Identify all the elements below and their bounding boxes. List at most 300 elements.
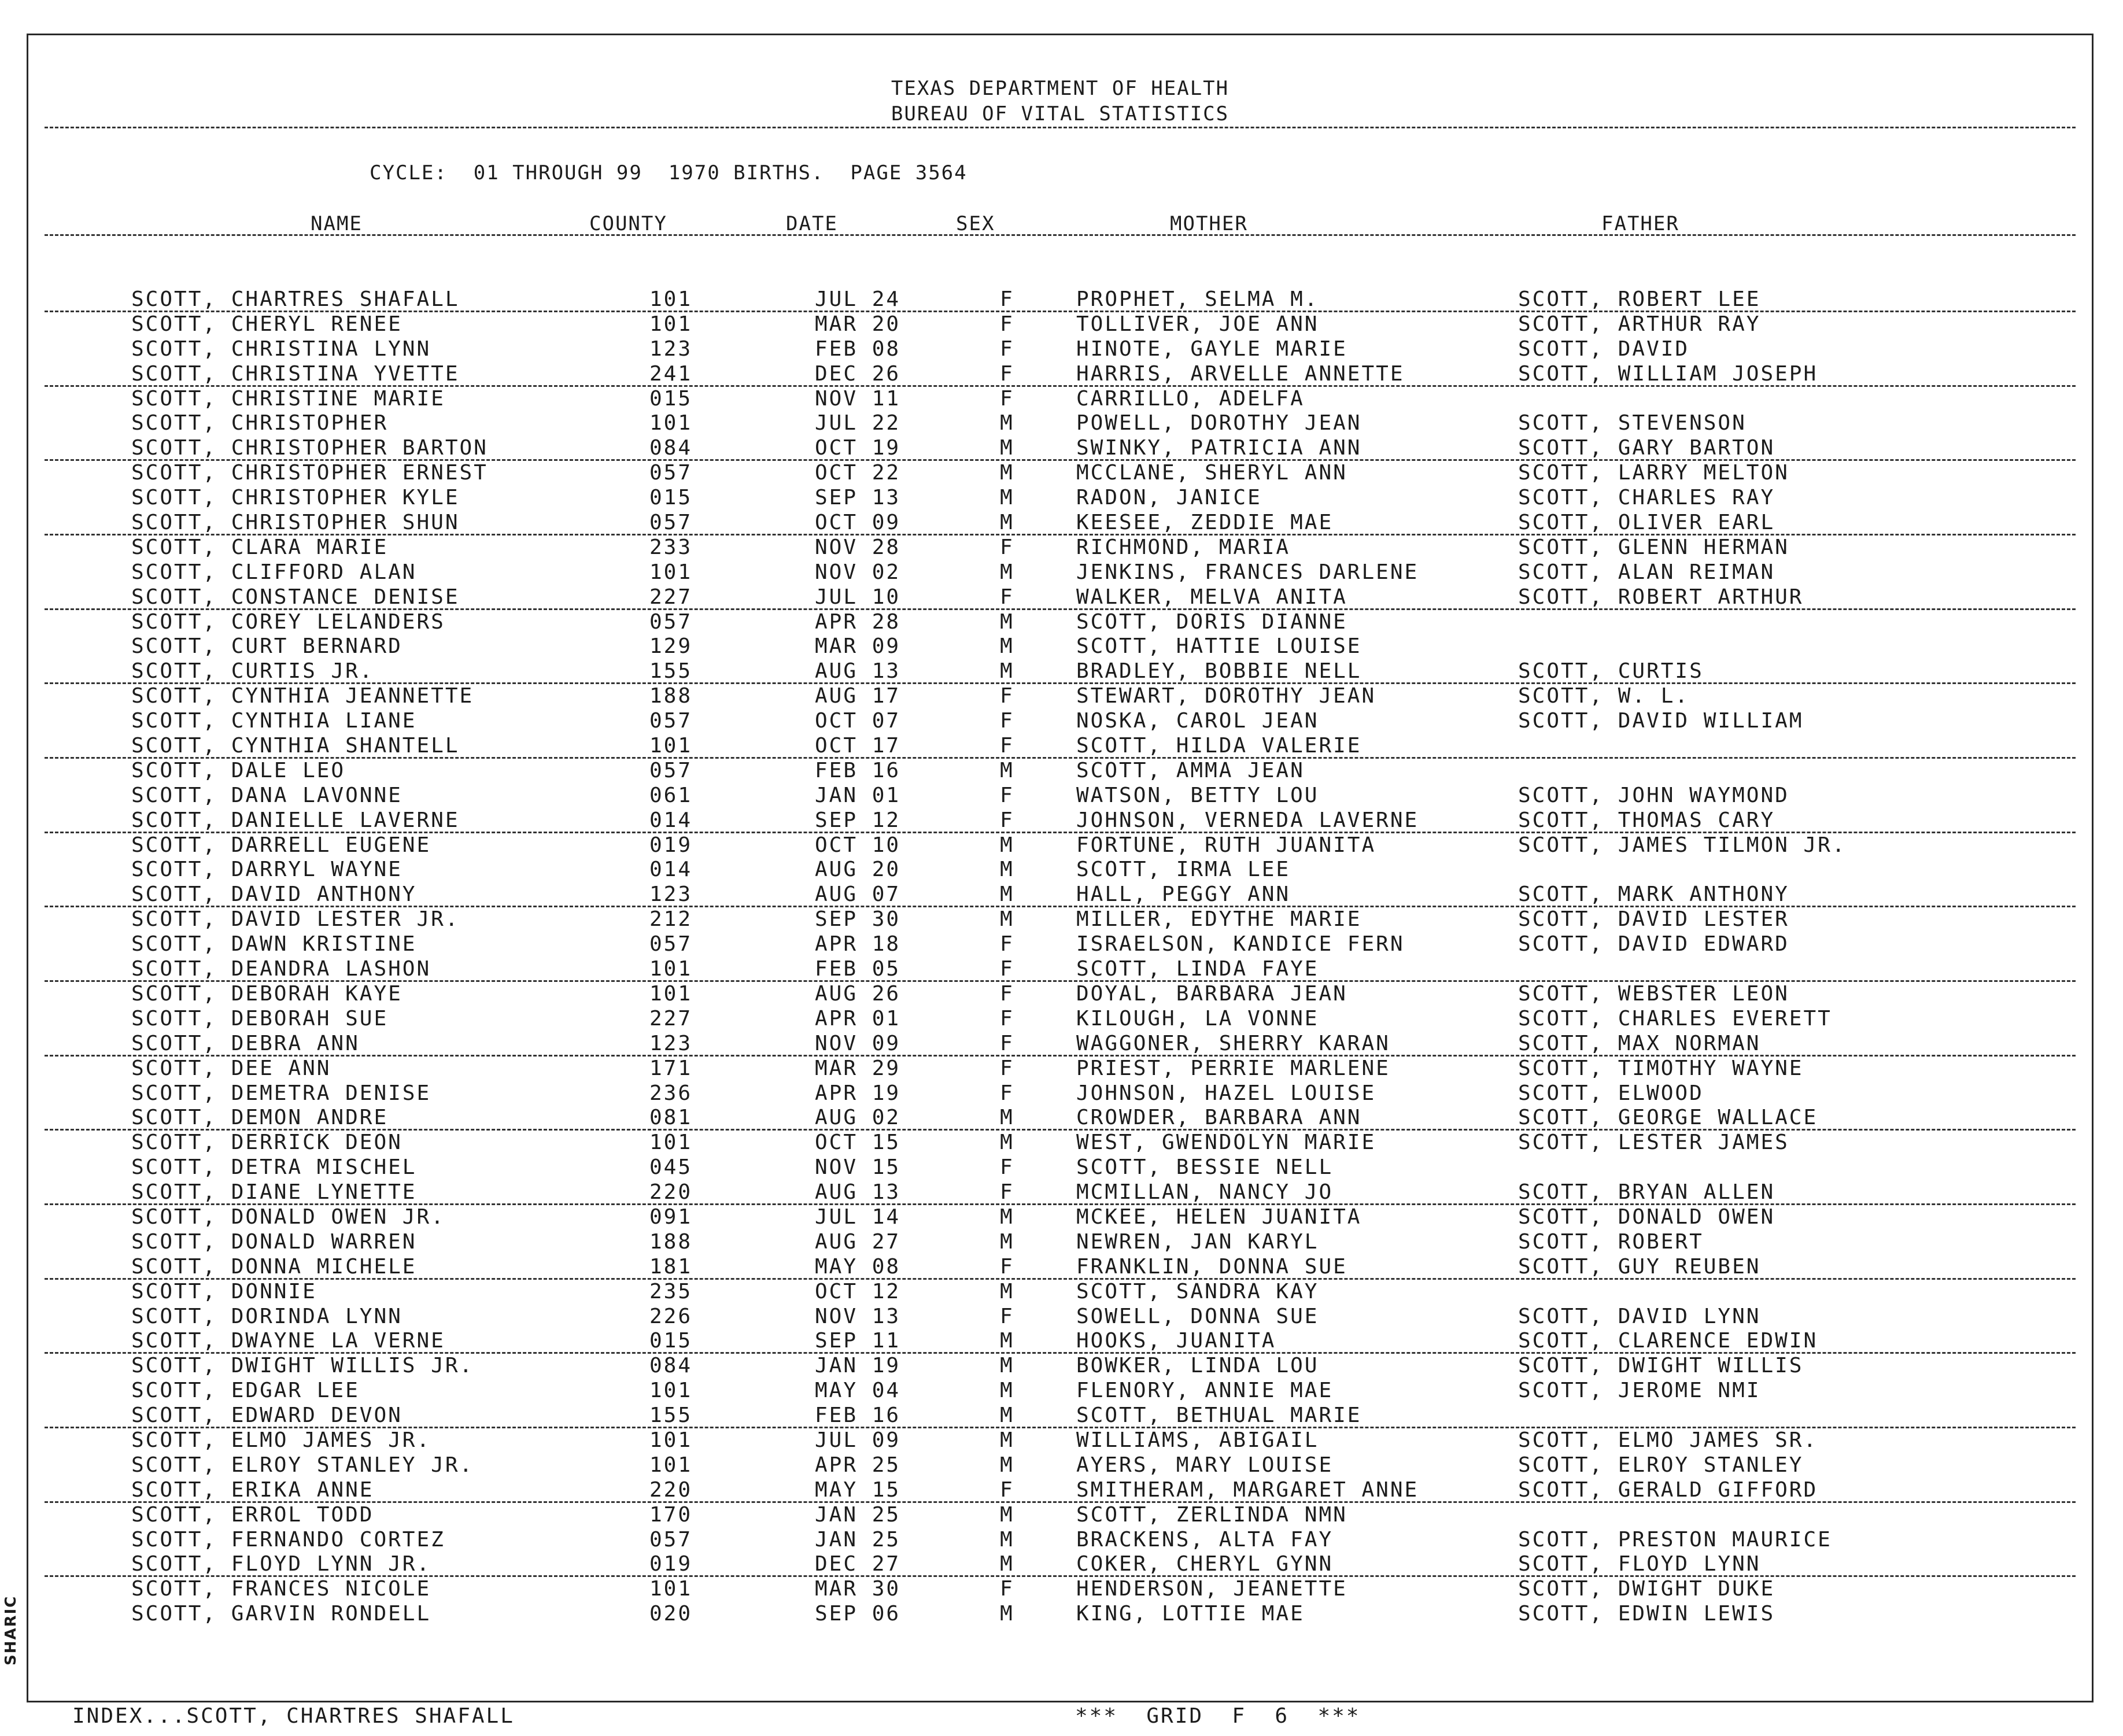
cell-mother: CARRILLO, ADELFA (1076, 386, 1305, 411)
cell-county: 015 (649, 1329, 693, 1353)
cell-mother: SCOTT, BETHUAL MARIE (1076, 1403, 1362, 1428)
cell-date: AUG 13 (815, 659, 901, 684)
cell-name: SCOTT, DONNIE (131, 1279, 317, 1303)
cell-date: OCT 17 (815, 734, 901, 758)
footer-grid-label: *** GRID F 6 *** (1075, 1704, 1361, 1728)
cell-county: 101 (649, 411, 693, 435)
agency-title: TEXAS DEPARTMENT OF HEALTH (891, 77, 1230, 100)
cell-name: SCOTT, FRANCES NICOLE (131, 1577, 431, 1601)
cell-sex: F (1000, 585, 1014, 609)
cell-father: SCOTT, GEORGE WALLACE (1518, 1106, 1818, 1130)
cell-date: SEP 11 (815, 1329, 901, 1353)
cell-county: 188 (649, 684, 693, 708)
cell-father: SCOTT, CURTIS (1518, 659, 1704, 684)
cell-sex: M (1000, 1453, 1014, 1477)
cell-mother: RICHMOND, MARIA (1076, 535, 1291, 559)
cell-father: SCOTT, LESTER JAMES (1518, 1131, 1789, 1155)
cell-date: JAN 25 (815, 1527, 901, 1552)
cell-mother: MCMILLAN, NANCY JO (1076, 1180, 1334, 1205)
cell-father: SCOTT, ROBERT LEE (1518, 287, 1761, 311)
cell-mother: FLENORY, ANNIE MAE (1076, 1379, 1334, 1403)
cell-date: OCT 19 (815, 436, 901, 460)
cell-county: 220 (649, 1478, 693, 1502)
cell-father: SCOTT, GLENN HERMAN (1518, 535, 1789, 559)
cell-mother: MILLER, EDYTHE MARIE (1076, 907, 1362, 932)
cell-sex: M (1000, 907, 1014, 932)
cell-father: SCOTT, TIMOTHY WAYNE (1518, 1056, 1804, 1080)
cell-sex: M (1000, 882, 1014, 907)
table-row (28, 907, 2092, 932)
cell-name: SCOTT, DWIGHT WILLIS JR. (131, 1354, 474, 1378)
cell-date: SEP 30 (815, 907, 901, 932)
cell-date: AUG 17 (815, 684, 901, 708)
cell-father: SCOTT, FLOYD LYNN (1518, 1552, 1761, 1576)
cell-name: SCOTT, CHRISTINE MARIE (131, 386, 445, 411)
cell-name: SCOTT, DORINDA LYNN (131, 1304, 403, 1328)
cell-mother: HENDERSON, JEANETTE (1076, 1577, 1347, 1601)
cell-father: SCOTT, W. L. (1518, 684, 1690, 708)
cell-mother: ISRAELSON, KANDICE FERN (1076, 932, 1405, 956)
cell-sex: M (1000, 1131, 1014, 1155)
cell-sex: M (1000, 634, 1014, 659)
cell-father: SCOTT, DAVID LESTER (1518, 907, 1789, 932)
cell-name: SCOTT, DIANE LYNETTE (131, 1180, 417, 1205)
cell-mother: JENKINS, FRANCES DARLENE (1076, 560, 1419, 584)
cell-county: 181 (649, 1254, 693, 1279)
cell-county: 241 (649, 361, 693, 386)
cell-mother: SMITHERAM, MARGARET ANNE (1076, 1478, 1419, 1502)
cell-mother: HOOKS, JUANITA (1076, 1329, 1276, 1353)
cell-date: FEB 05 (815, 957, 901, 981)
cell-mother: COKER, CHERYL GYNN (1076, 1552, 1334, 1576)
cell-county: 014 (649, 808, 693, 832)
cell-name: SCOTT, DALE LEO (131, 758, 346, 782)
cell-sex: M (1000, 833, 1014, 857)
cell-name: SCOTT, FERNANDO CORTEZ (131, 1527, 445, 1552)
bureau-title: BUREAU OF VITAL STATISTICS (891, 102, 1230, 125)
table-row (28, 1057, 2092, 1081)
cell-name: SCOTT, DEBORAH SUE (131, 1006, 389, 1030)
cell-name: SCOTT, DONNA MICHELE (131, 1254, 417, 1279)
footer-index: INDEX...SCOTT, CHARTRES SHAFALL (72, 1704, 515, 1728)
cell-county: 101 (649, 1131, 693, 1155)
cell-mother: POWELL, DOROTHY JEAN (1076, 411, 1362, 435)
cell-father: SCOTT, DAVID EDWARD (1518, 932, 1789, 956)
table-row (45, 511, 2076, 535)
cell-date: JUL 24 (815, 287, 901, 311)
cell-father: SCOTT, CHARLES RAY (1518, 486, 1775, 510)
cell-sex: F (1000, 1081, 1014, 1105)
cell-mother: JOHNSON, HAZEL LOUISE (1076, 1081, 1376, 1105)
cell-date: NOV 15 (815, 1155, 901, 1180)
cell-sex: F (1000, 1478, 1014, 1502)
cell-county: 101 (649, 312, 693, 336)
cell-name: SCOTT, CYNTHIA SHANTELL (131, 734, 460, 758)
cell-name: SCOTT, DAVID LESTER JR. (131, 907, 460, 932)
cell-sex: M (1000, 461, 1014, 485)
cell-name: SCOTT, CYNTHIA JEANNETTE (131, 684, 474, 708)
cell-father: SCOTT, JAMES TILMON JR. (1518, 833, 1847, 857)
cell-sex: F (1000, 734, 1014, 758)
cell-sex: F (1000, 1577, 1014, 1601)
cell-county: 227 (649, 1006, 693, 1030)
cell-name: SCOTT, ERIKA ANNE (131, 1478, 374, 1502)
cell-county: 020 (649, 1602, 693, 1626)
cell-mother: CROWDER, BARBARA ANN (1076, 1106, 1362, 1130)
cell-sex: F (1000, 361, 1014, 386)
cell-county: 101 (649, 957, 693, 981)
cell-county: 123 (649, 1031, 693, 1055)
cell-county: 170 (649, 1502, 693, 1527)
cell-sex: M (1000, 1279, 1014, 1303)
cell-mother: MCKEE, HELEN JUANITA (1076, 1205, 1362, 1229)
cell-sex: F (1000, 312, 1014, 336)
cell-sex: M (1000, 1354, 1014, 1378)
cell-sex: F (1000, 808, 1014, 832)
cell-name: SCOTT, DONALD OWEN JR. (131, 1205, 445, 1229)
cell-mother: SCOTT, DORIS DIANNE (1076, 610, 1347, 634)
cell-county: 129 (649, 634, 693, 659)
table-row (28, 634, 2092, 659)
cell-date: AUG 13 (815, 1180, 901, 1205)
cycle-line: CYCLE: 01 THROUGH 99 1970 BIRTHS. PAGE 3564 (370, 161, 968, 184)
table-row (45, 1032, 2076, 1057)
cell-name: SCOTT, CHRISTOPHER ERNEST (131, 461, 488, 485)
cell-name: SCOTT, DARRYL WAYNE (131, 858, 403, 882)
cell-county: 057 (649, 511, 693, 535)
cell-county: 061 (649, 783, 693, 807)
table-row (28, 932, 2092, 957)
cell-date: JAN 19 (815, 1354, 901, 1378)
cell-father: SCOTT, THOMAS CARY (1518, 808, 1775, 832)
cell-date: OCT 22 (815, 461, 901, 485)
cell-sex: M (1000, 411, 1014, 435)
cell-name: SCOTT, DERRICK DEON (131, 1131, 403, 1155)
cell-date: NOV 13 (815, 1304, 901, 1328)
cell-name: SCOTT, DEANDRA LASHON (131, 957, 431, 981)
cell-name: SCOTT, FLOYD LYNN JR. (131, 1552, 431, 1576)
table-row (45, 436, 2076, 461)
cell-sex: F (1000, 1180, 1014, 1205)
cell-sex: F (1000, 1031, 1014, 1055)
cell-sex: F (1000, 709, 1014, 733)
cell-sex: M (1000, 1106, 1014, 1130)
cell-county: 019 (649, 1552, 693, 1576)
cell-mother: HINOTE, GAYLE MARIE (1076, 337, 1347, 361)
cell-sex: M (1000, 659, 1014, 684)
cell-sex: M (1000, 858, 1014, 882)
cell-father: SCOTT, ALAN REIMAN (1518, 560, 1775, 584)
table-row (28, 1528, 2092, 1553)
cell-county: 155 (649, 1403, 693, 1428)
cell-county: 081 (649, 1106, 693, 1130)
cell-date: JAN 01 (815, 783, 901, 807)
cell-date: APR 18 (815, 932, 901, 956)
table-row (45, 1180, 2076, 1205)
cell-date: DEC 27 (815, 1552, 901, 1576)
table-row (28, 610, 2092, 635)
header-rule (45, 127, 2076, 128)
cell-sex: M (1000, 610, 1014, 634)
cell-mother: NOSKA, CAROL JEAN (1076, 709, 1319, 733)
cell-county: 101 (649, 560, 693, 584)
cell-name: SCOTT, CLARA MARIE (131, 535, 389, 559)
cell-name: SCOTT, DEMON ANDRE (131, 1106, 389, 1130)
cell-county: 123 (649, 882, 693, 907)
table-row (28, 486, 2092, 511)
cell-name: SCOTT, EDGAR LEE (131, 1379, 360, 1403)
cell-date: SEP 06 (815, 1602, 901, 1626)
cell-name: SCOTT, CHRISTINA YVETTE (131, 361, 460, 386)
cell-county: 057 (649, 758, 693, 782)
table-row (45, 808, 2076, 833)
cell-sex: F (1000, 1056, 1014, 1080)
cell-father: SCOTT, STEVENSON (1518, 411, 1747, 435)
cell-date: OCT 09 (815, 511, 901, 535)
cell-mother: BOWKER, LINDA LOU (1076, 1354, 1319, 1378)
cell-father: SCOTT, WILLIAM JOSEPH (1518, 361, 1818, 386)
table-row (28, 858, 2092, 882)
cell-name: SCOTT, DAVID ANTHONY (131, 882, 417, 907)
cell-mother: FORTUNE, RUTH JUANITA (1076, 833, 1376, 857)
cell-name: SCOTT, CHERYL RENEE (131, 312, 403, 336)
cell-mother: KEESEE, ZEDDIE MAE (1076, 511, 1334, 535)
cell-name: SCOTT, DETRA MISCHEL (131, 1155, 417, 1180)
cell-date: FEB 16 (815, 758, 901, 782)
cell-date: OCT 10 (815, 833, 901, 857)
cell-date: OCT 12 (815, 1279, 901, 1303)
cell-mother: WEST, GWENDOLYN MARIE (1076, 1131, 1376, 1155)
cell-name: SCOTT, GARVIN RONDELL (131, 1602, 431, 1626)
cell-father: SCOTT, ARTHUR RAY (1518, 312, 1761, 336)
table-row (28, 1428, 2092, 1453)
cell-father: SCOTT, ELWOOD (1518, 1081, 1704, 1105)
cell-father: SCOTT, ELROY STANLEY (1518, 1453, 1804, 1477)
cell-sex: M (1000, 436, 1014, 460)
cell-date: JUL 10 (815, 585, 901, 609)
cell-name: SCOTT, CHRISTOPHER (131, 411, 389, 435)
cell-date: MAR 29 (815, 1056, 901, 1080)
column-header-date: DATE (786, 212, 838, 235)
cell-mother: WALKER, MELVA ANITA (1076, 585, 1347, 609)
table-row (45, 287, 2076, 312)
cell-county: 057 (649, 610, 693, 634)
page-frame (27, 34, 2094, 1728)
cell-name: SCOTT, DAWN KRISTINE (131, 932, 417, 956)
cell-date: APR 28 (815, 610, 901, 634)
cell-county: 057 (649, 1527, 693, 1552)
cell-date: AUG 26 (815, 981, 901, 1006)
cell-date: MAY 15 (815, 1478, 901, 1502)
cell-county: 227 (649, 585, 693, 609)
cell-father: SCOTT, MARK ANTHONY (1518, 882, 1789, 907)
column-header-father: FATHER (1601, 212, 1679, 235)
cell-mother: DOYAL, BARBARA JEAN (1076, 981, 1347, 1006)
cell-name: SCOTT, ERROL TODD (131, 1502, 374, 1527)
cell-father: SCOTT, OLIVER EARL (1518, 511, 1775, 535)
cell-county: 045 (649, 1155, 693, 1180)
table-row (45, 734, 2076, 759)
cell-name: SCOTT, ELROY STANLEY JR. (131, 1453, 474, 1477)
cell-sex: F (1000, 981, 1014, 1006)
table-row (45, 1106, 2076, 1131)
cell-county: 220 (649, 1180, 693, 1205)
cell-sex: F (1000, 535, 1014, 559)
cell-mother: TOLLIVER, JOE ANN (1076, 312, 1319, 336)
column-header-name: NAME (311, 212, 363, 235)
table-row (28, 833, 2092, 858)
cell-name: SCOTT, DWAYNE LA VERNE (131, 1329, 445, 1353)
cell-name: SCOTT, ELMO JAMES JR. (131, 1428, 431, 1452)
cell-sex: F (1000, 1006, 1014, 1030)
cell-sex: M (1000, 1205, 1014, 1229)
cell-father: SCOTT, DAVID LYNN (1518, 1304, 1761, 1328)
cell-name: SCOTT, CHRISTOPHER KYLE (131, 486, 460, 510)
cell-date: AUG 07 (815, 882, 901, 907)
cell-father: SCOTT, LARRY MELTON (1518, 461, 1789, 485)
cell-name: SCOTT, CLIFFORD ALAN (131, 560, 417, 584)
cell-father: SCOTT, CHARLES EVERETT (1518, 1006, 1832, 1030)
table-row (45, 957, 2076, 982)
cell-name: SCOTT, DEE ANN (131, 1056, 331, 1080)
cell-sex: M (1000, 511, 1014, 535)
cell-date: AUG 20 (815, 858, 901, 882)
cell-date: JAN 25 (815, 1502, 901, 1527)
column-header-mother: MOTHER (1170, 212, 1248, 235)
cell-mother: NEWREN, JAN KARYL (1076, 1229, 1319, 1254)
cell-county: 101 (649, 981, 693, 1006)
cell-mother: HALL, PEGGY ANN (1076, 882, 1291, 907)
cell-name: SCOTT, DARRELL EUGENE (131, 833, 431, 857)
table-row (28, 461, 2092, 486)
cell-name: SCOTT, DEBORAH KAYE (131, 981, 403, 1006)
cell-sex: F (1000, 783, 1014, 807)
table-row (45, 659, 2076, 684)
cell-sex: F (1000, 1254, 1014, 1279)
cell-name: SCOTT, CYNTHIA LIANE (131, 709, 417, 733)
cell-county: 101 (649, 1379, 693, 1403)
cell-sex: M (1000, 1229, 1014, 1254)
table-row (28, 1280, 2092, 1305)
cell-father: SCOTT, DAVID (1518, 337, 1690, 361)
cell-date: OCT 15 (815, 1131, 901, 1155)
record-list (28, 287, 2092, 1627)
cell-mother: WATSON, BETTY LOU (1076, 783, 1319, 807)
table-row (45, 585, 2076, 610)
cell-county: 101 (649, 1428, 693, 1452)
cell-sex: F (1000, 957, 1014, 981)
cell-name: SCOTT, COREY LELANDERS (131, 610, 445, 634)
cell-county: 091 (649, 1205, 693, 1229)
cell-father: SCOTT, EDWIN LEWIS (1518, 1602, 1775, 1626)
cell-name: SCOTT, EDWARD DEVON (131, 1403, 403, 1428)
cell-mother: KING, LOTTIE MAE (1076, 1602, 1305, 1626)
cell-father: SCOTT, GARY BARTON (1518, 436, 1775, 460)
table-row (45, 1552, 2076, 1577)
cell-father: SCOTT, MAX NORMAN (1518, 1031, 1761, 1055)
cell-sex: F (1000, 1155, 1014, 1180)
cell-father: SCOTT, GUY REUBEN (1518, 1254, 1761, 1279)
cell-sex: F (1000, 337, 1014, 361)
cell-sex: F (1000, 386, 1014, 411)
cell-mother: SCOTT, ZERLINDA NMN (1076, 1502, 1347, 1527)
table-row (28, 1602, 2092, 1627)
cell-sex: M (1000, 1379, 1014, 1403)
cell-sex: M (1000, 1403, 1014, 1428)
cell-county: 226 (649, 1304, 693, 1328)
cell-sex: F (1000, 684, 1014, 708)
cell-date: APR 19 (815, 1081, 901, 1105)
table-row (28, 1305, 2092, 1329)
cell-mother: SCOTT, IRMA LEE (1076, 858, 1291, 882)
cell-date: JUL 09 (815, 1428, 901, 1452)
cell-sex: F (1000, 287, 1014, 311)
cell-mother: SCOTT, AMMA JEAN (1076, 758, 1305, 782)
cell-date: JUL 22 (815, 411, 901, 435)
cell-county: 057 (649, 461, 693, 485)
cell-mother: AYERS, MARY LOUISE (1076, 1453, 1334, 1477)
cell-date: APR 25 (815, 1453, 901, 1477)
cell-father: SCOTT, JOHN WAYMOND (1518, 783, 1789, 807)
table-row (45, 1478, 2076, 1503)
cell-county: 101 (649, 1453, 693, 1477)
table-row (28, 684, 2092, 709)
cell-date: MAR 09 (815, 634, 901, 659)
cell-father: SCOTT, DWIGHT DUKE (1518, 1577, 1775, 1601)
cell-name: SCOTT, DANA LAVONNE (131, 783, 403, 807)
cell-sex: M (1000, 1602, 1014, 1626)
cell-mother: RADON, JANICE (1076, 486, 1262, 510)
table-row (28, 1354, 2092, 1379)
cell-father: SCOTT, JEROME NMI (1518, 1379, 1761, 1403)
cell-sex: M (1000, 560, 1014, 584)
cell-name: SCOTT, CURTIS JR. (131, 659, 374, 684)
cell-date: SEP 12 (815, 808, 901, 832)
cell-county: 233 (649, 535, 693, 559)
cell-name: SCOTT, DEMETRA DENISE (131, 1081, 431, 1105)
cell-mother: PRIEST, PERRIE MARLENE (1076, 1056, 1390, 1080)
cell-county: 057 (649, 709, 693, 733)
cell-mother: HARRIS, ARVELLE ANNETTE (1076, 361, 1405, 386)
table-row (28, 312, 2092, 337)
cell-date: FEB 16 (815, 1403, 901, 1428)
cell-name: SCOTT, DEBRA ANN (131, 1031, 360, 1055)
cell-mother: BRADLEY, BOBBIE NELL (1076, 659, 1362, 684)
cell-date: APR 01 (815, 1006, 901, 1030)
cell-county: 014 (649, 858, 693, 882)
cell-date: MAR 20 (815, 312, 901, 336)
cell-county: 015 (649, 486, 693, 510)
cell-name: SCOTT, CHARTRES SHAFALL (131, 287, 460, 311)
cell-mother: SCOTT, BESSIE NELL (1076, 1155, 1334, 1180)
cell-date: MAY 04 (815, 1379, 901, 1403)
cell-date: AUG 02 (815, 1106, 901, 1130)
cell-sex: M (1000, 486, 1014, 510)
cell-name: SCOTT, CHRISTINA LYNN (131, 337, 431, 361)
cell-mother: FRANKLIN, DONNA SUE (1076, 1254, 1347, 1279)
cell-name: SCOTT, CONSTANCE DENISE (131, 585, 460, 609)
table-row (28, 1131, 2092, 1155)
cell-date: JUL 14 (815, 1205, 901, 1229)
cell-date: OCT 07 (815, 709, 901, 733)
cell-father: SCOTT, DWIGHT WILLIS (1518, 1354, 1804, 1378)
cell-father: SCOTT, ROBERT (1518, 1229, 1704, 1254)
cell-name: SCOTT, DANIELLE LAVERNE (131, 808, 460, 832)
table-row (28, 1155, 2092, 1180)
table-row (28, 535, 2092, 560)
cell-date: MAR 30 (815, 1577, 901, 1601)
cell-mother: BRACKENS, ALTA FAY (1076, 1527, 1334, 1552)
